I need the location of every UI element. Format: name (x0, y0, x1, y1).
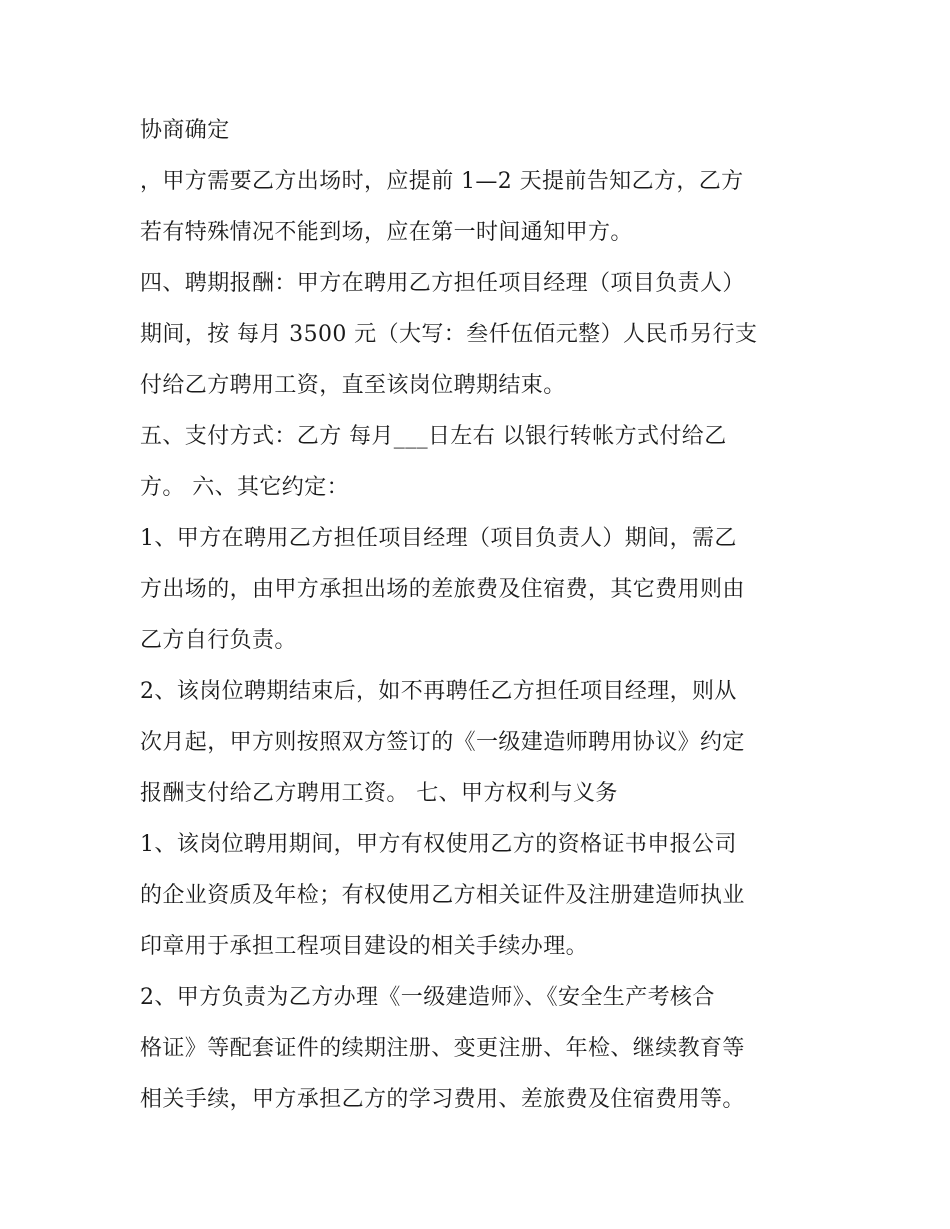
text-line: 报酬支付给乙方聘用工资。 七、甲方权利与义务 (140, 781, 618, 806)
text-line: 若有特殊情况不能到场，应在第一时间通知甲方。 (140, 220, 633, 245)
text-line: 五、支付方式：乙方 每月___日左右 以银行转帐方式付给乙 (140, 424, 727, 449)
text-line: 付给乙方聘用工资，直至该岗位聘期结束。 (140, 373, 566, 398)
text-line: 期间，按 每月 3500 元（大写：叁仟伍佰元整）人民币另行支 (140, 322, 758, 347)
text-line: 乙方自行负责。 (140, 628, 297, 653)
text-line: 的企业资质及年检；有权使用乙方相关证件及注册建造师执业 (140, 883, 745, 908)
text-line: 印章用于承担工程项目建设的相关手续办理。 (140, 934, 589, 959)
text-line: 1、该岗位聘用期间，甲方有权使用乙方的资格证书申报公司 (140, 832, 737, 857)
document-body (140, 105, 830, 1125)
text-line: 2、甲方负责为乙方办理《一级建造师》、《安全生产考核合 (140, 985, 715, 1010)
text-line: 格证》等配套证件的续期注册、变更注册、年检、继续教育等 (140, 1036, 745, 1061)
text-line: 方。 六、其它约定： (140, 475, 349, 500)
text-line: 四、聘期报酬：甲方在聘用乙方担任项目经理（项目负责人） (140, 271, 745, 296)
text-line: ，甲方需要乙方出场时，应提前 1—2 天提前告知乙方，乙方 (140, 169, 744, 194)
text-line: 相关手续，甲方承担乙方的学习费用、差旅费及住宿费用等。 (140, 1087, 745, 1112)
text-line: 1、甲方在聘用乙方担任项目经理（项目负责人）期间，需乙 (140, 526, 737, 551)
text-line: 2、该岗位聘期结束后，如不再聘任乙方担任项目经理，则从 (140, 679, 737, 704)
text-line: 协商确定 (140, 118, 230, 143)
text-line: 方出场的，由甲方承担出场的差旅费及住宿费，其它费用则由 (140, 577, 745, 602)
text-line: 次月起，甲方则按照双方签订的《一级建造师聘用协议》约定 (140, 730, 745, 755)
